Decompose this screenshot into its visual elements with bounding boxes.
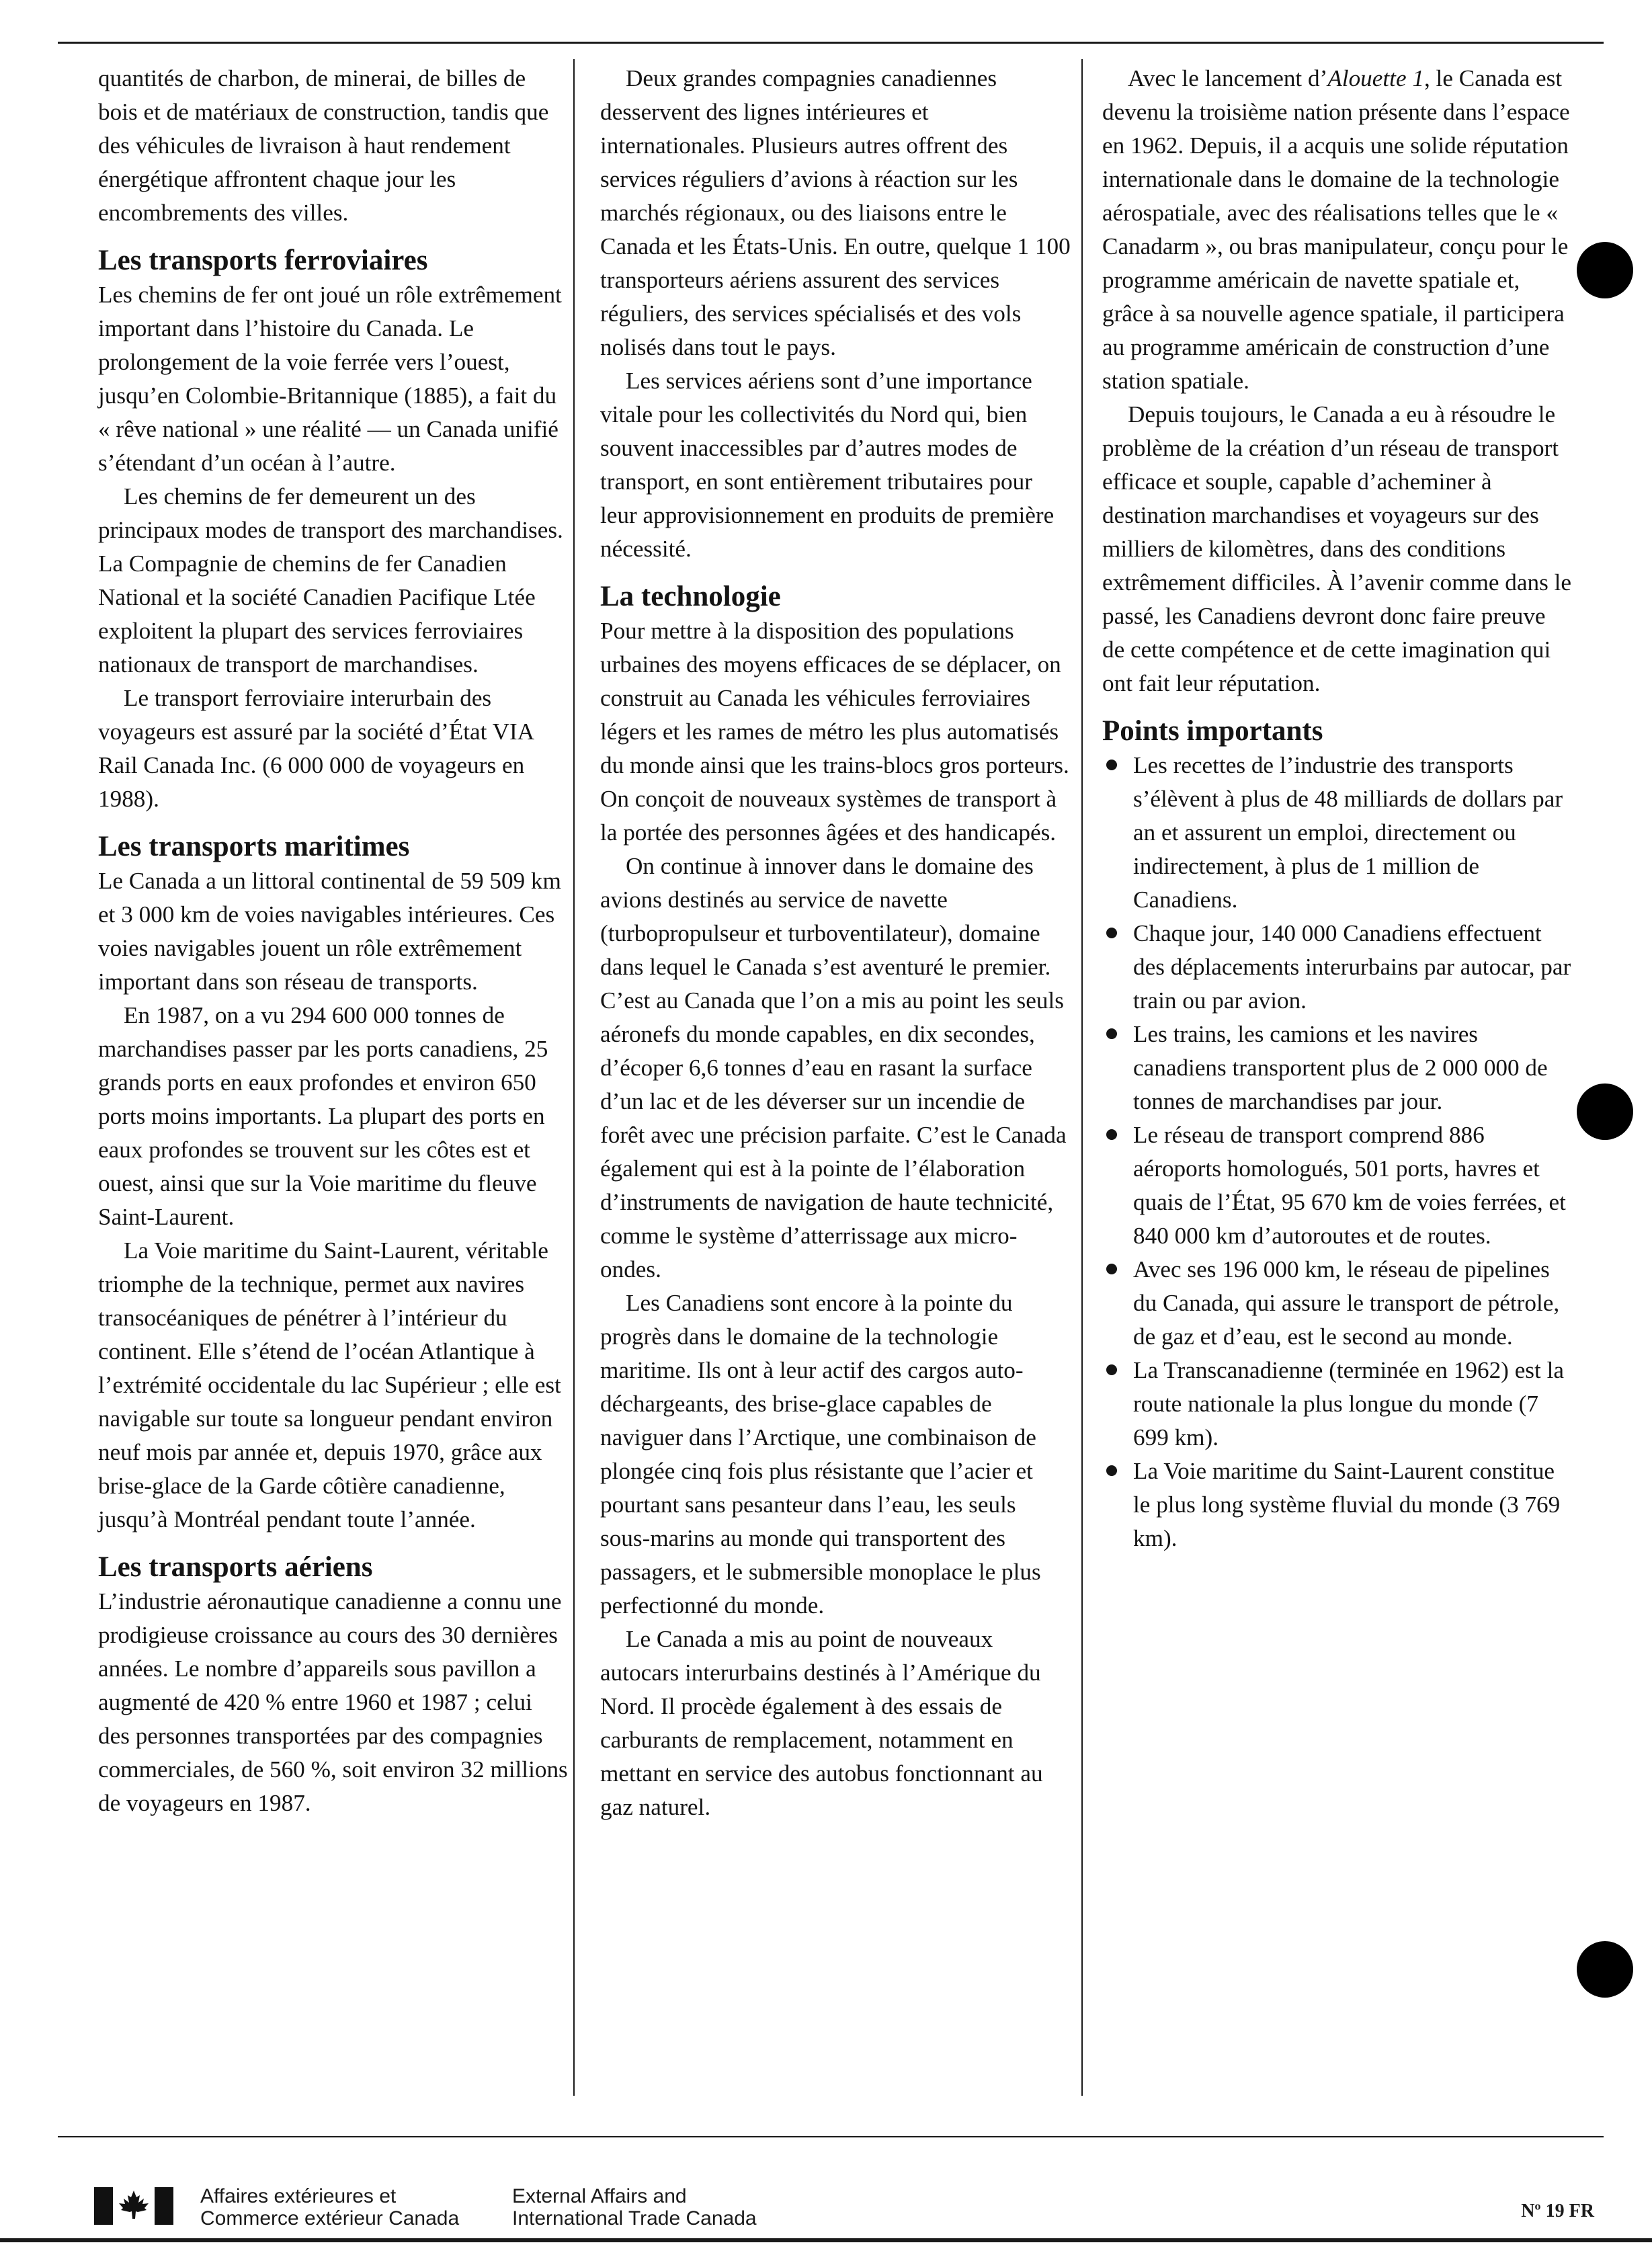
paragraph-air-3: Les services aériens sont d’une importance vitale pour les collectivités du Nord qui, bien souvent inaccessibles par d’autres modes de transport, en sont entièrement tributaires pour leur approvisionnement en produits de première nécessité.: [600, 368, 1055, 562]
paragraph-rail-3: Le transport ferroviaire interurbain des voyageurs est assuré par la société d’État VIA Rail Canada Inc. (6 000 000 de voyageurs en 1988).: [98, 685, 534, 812]
punch-hole-bottom: [1577, 1941, 1633, 1998]
paragraph-tech-3: Les Canadiens sont encore à la pointe du progrès dans le domaine de la technologie maritime. Ils ont à leur actif des cargos auto-déchargeants, des brise-glace capables de naviguer dans l’Arctique, une combinaison de plongée cinq fois plus résistante que l’acier et pourtant sans pesanteur dans l’eau, les seuls sous-marins au monde qui transportent des passagers, et le submersible monoplace le plus perfectionné du monde.: [600, 1290, 1041, 1619]
bullet-icon: [1106, 1264, 1117, 1274]
bullet-icon: [1106, 760, 1117, 770]
footer-en-line-1: External Affairs and: [512, 2185, 687, 2207]
bullet-icon: [1106, 1129, 1117, 1140]
space-text-before: Avec le lancement d’: [1128, 65, 1328, 91]
paragraph-space-2: Depuis toujours, le Canada a eu à résoudre le problème de la création d’un réseau de transport efficace et souple, capable d’acheminer à destination marchandises et voyageurs sur des milliers de kilomètres, dans des conditions extrêmement difficiles. À l’avenir comme dans le passé, les Canadiens devront donc faire preuve de cette compétence et de cette imagination qui ont fait leur réputation.: [1102, 401, 1571, 696]
heading-rail: Les transports ferroviaires: [98, 245, 428, 276]
paragraph-space-1: [1102, 62, 1573, 398]
paragraph-sea-2: En 1987, on a vu 294 600 000 tonnes de marchandises passer par les ports canadiens, 25 grands ports en eaux profondes et environ 650 ports moins importants. La plupart des ports en eaux profondes se trouvent sur les côtes est et ouest, ainsi que sur la Voie maritime du fleuve Saint-Laurent.: [98, 1002, 548, 1230]
list-item-text: La Voie maritime du Saint-Laurent constitue le plus long système fluvial du monde (3 769 km).: [1133, 1458, 1561, 1551]
bullet-icon: [1106, 1028, 1117, 1039]
list-item: [1102, 1253, 1573, 1354]
list-item-text: Avec ses 196 000 km, le réseau de pipelines du Canada, qui assure le transport de pétrole, de gaz et d’eau, est le second au monde.: [1133, 1256, 1560, 1350]
list-item-text: Les recettes de l’industrie des transports s’élèvent à plus de 48 milliards de dollars par an et assurent un emploi, directement ou indirectement, à plus de 1 million de Canadiens.: [1133, 752, 1563, 913]
page-number: Nº 19 FR: [1521, 2201, 1594, 2221]
paragraph-rail-2: Les chemins de fer demeurent un des principaux modes de transport des marchandises. La Compagnie de chemins de fer Canadien National et la société Canadien Pacifique Ltée exploitent la plupart des services ferroviaires nationaux de transport de marchandises.: [98, 483, 563, 678]
paragraph-sea-3: La Voie maritime du Saint-Laurent, véritable triomphe de la technique, permet aux navires transocéaniques de pénétrer à l’intérieur du continent. Elle s’étend de l’océan Atlantique à l’extrémité occidentale du lac Supérieur ; elle est navigable sur toute sa longueur pendant environ neuf mois par année et, depuis 1970, grâce aux brise-glace de la Garde côtière canadienne, jusqu’à Montréal pendant toute l’année.: [98, 1237, 561, 1532]
column-3: [1102, 62, 1573, 1555]
heading-tech: La technologie: [600, 581, 781, 612]
heading-sea: Les transports maritimes: [98, 831, 410, 862]
heading-air: Les transports aériens: [98, 1551, 373, 1583]
punch-hole-top: [1577, 242, 1633, 298]
points-list: [1102, 749, 1573, 1555]
alouette-name: Alouette 1: [1327, 65, 1424, 91]
footer-department-en: [512, 2185, 757, 2230]
space-text-after: , le Canada est devenu la troisième nation présente dans l’espace en 1962. Depuis, il a acquis une solide réputation internationale dans le domaine de la technologie aérospatiale, avec des réalisations telles que le « Canadarm », ou bras manipulateur, conçu pour le programme américain de navette spatiale et, grâce à sa nouvelle agence spatiale, il participera au programme américain de construction d’une station spatiale.: [1102, 65, 1570, 394]
punch-hole-middle: [1577, 1083, 1633, 1140]
canada-flag-wordmark-icon: [94, 2187, 173, 2225]
bullet-icon: [1106, 1364, 1117, 1375]
column-divider-2: [1081, 59, 1083, 2096]
bullet-icon: [1106, 928, 1117, 938]
list-item: [1102, 1118, 1573, 1253]
list-item: [1102, 917, 1573, 1018]
column-2: [600, 62, 1071, 1824]
list-item-text: Les trains, les camions et les navires canadiens transportent plus de 2 000 000 de tonnes de marchandises par jour.: [1133, 1021, 1548, 1114]
footer-department-fr: [200, 2185, 459, 2230]
bullet-icon: [1106, 1465, 1117, 1476]
paragraph-sea-1: Le Canada a un littoral continental de 59 509 km et 3 000 km de voies navigables intérieures. Ces voies navigables jouent un rôle extrêmement important dans son réseau de transports.: [98, 868, 561, 995]
list-item-text: Chaque jour, 140 000 Canadiens effectuent des déplacements interurbains par autocar, par train ou par avion.: [1133, 920, 1571, 1014]
paragraph-air-2: Deux grandes compagnies canadiennes desservent des lignes intérieures et internationales. Plusieurs autres offrent des services réguliers d’avions à réaction sur les marchés régionaux, ou des liaisons entre le Canada et les États-Unis. En outre, quelque 1 100 transporteurs aériens assurent des services réguliers, des services spécialisés et des vols nolisés dans tout le pays.: [600, 65, 1071, 360]
column-1: [98, 62, 569, 1820]
paragraph-tech-4: Le Canada a mis au point de nouveaux autocars interurbains destinés à l’Amérique du Nord. Il procède également à des essais de carburants de remplacement, notamment en mettant en service des autobus fonctionnant au gaz naturel.: [600, 1626, 1043, 1820]
list-item-text: La Transcanadienne (terminée en 1962) est la route nationale la plus longue du monde (7 699 km).: [1133, 1357, 1564, 1450]
paragraph-air-1: L’industrie aéronautique canadienne a connu une prodigieuse croissance au cours des 30 dernières années. Le nombre d’appareils sous pavillon a augmenté de 420 % entre 1960 et 1987 ; celui des personnes transportées par des compagnies commerciales, de 560 %, soit environ 32 millions de voyageurs en 1987.: [98, 1588, 568, 1816]
column-divider-1: [573, 59, 575, 2096]
paragraph-rail-1: Les chemins de fer ont joué un rôle extrêmement important dans l’histoire du Canada. Le prolongement de la voie ferrée vers l’ouest, jusqu’en Colombie-Britannique (1885), a fait du « rêve national » une réalité — un Canada unifié s’étendant d’un océan à l’autre.: [98, 282, 562, 476]
top-rule: [58, 42, 1604, 44]
paragraph-intro: quantités de charbon, de minerai, de billes de bois et de matériaux de construction, tandis que des véhicules de livraison à haut rendement énergétique affrontent chaque jour les encombrements des villes.: [98, 65, 549, 226]
list-item: [1102, 749, 1573, 917]
footer-en-line-2: International Trade Canada: [512, 2207, 757, 2230]
heading-points: Points importants: [1102, 715, 1323, 747]
paragraph-tech-1: Pour mettre à la disposition des populations urbaines des moyens efficaces de se déplacer, on construit au Canada les véhicules ferroviaires légers et les rames de métro les plus automatisés du monde ainsi que les trains-blocs gros porteurs. On conçoit de nouveaux systèmes de transport à la portée des personnes âgées et des handicapés.: [600, 618, 1069, 846]
list-item-text: Le réseau de transport comprend 886 aéroports homologués, 501 ports, havres et quais de l’État, 95 670 km de voies ferrées, et 840 000 km d’autoroutes et de routes.: [1133, 1122, 1566, 1249]
footer-fr-line-2: Commerce extérieur Canada: [200, 2207, 460, 2230]
paragraph-tech-2: On continue à innover dans le domaine des avions destinés au service de navette (turbopropulseur et turboventilateur), domaine dans lequel le Canada s’est aventuré le premier. C’est au Canada que l’on a mis au point les seuls aéronefs du monde capables, en dix secondes, d’écoper 6,6 tonnes d’eau en rasant la surface d’un lac et de les déverser sur un incendie de forêt avec une précision parfaite. C’est le Canada également qui est à la pointe de l’élaboration d’instruments de navigation de haute technicité, comme le système d’atterrissage aux micro-ondes.: [600, 853, 1067, 1282]
list-item: [1102, 1018, 1573, 1118]
bottom-rule: [0, 2238, 1652, 2242]
list-item: [1102, 1455, 1573, 1555]
footer-top-rule: [58, 2136, 1604, 2137]
list-item: [1102, 1354, 1573, 1455]
footer-fr-line-1: Affaires extérieures et: [200, 2185, 397, 2207]
